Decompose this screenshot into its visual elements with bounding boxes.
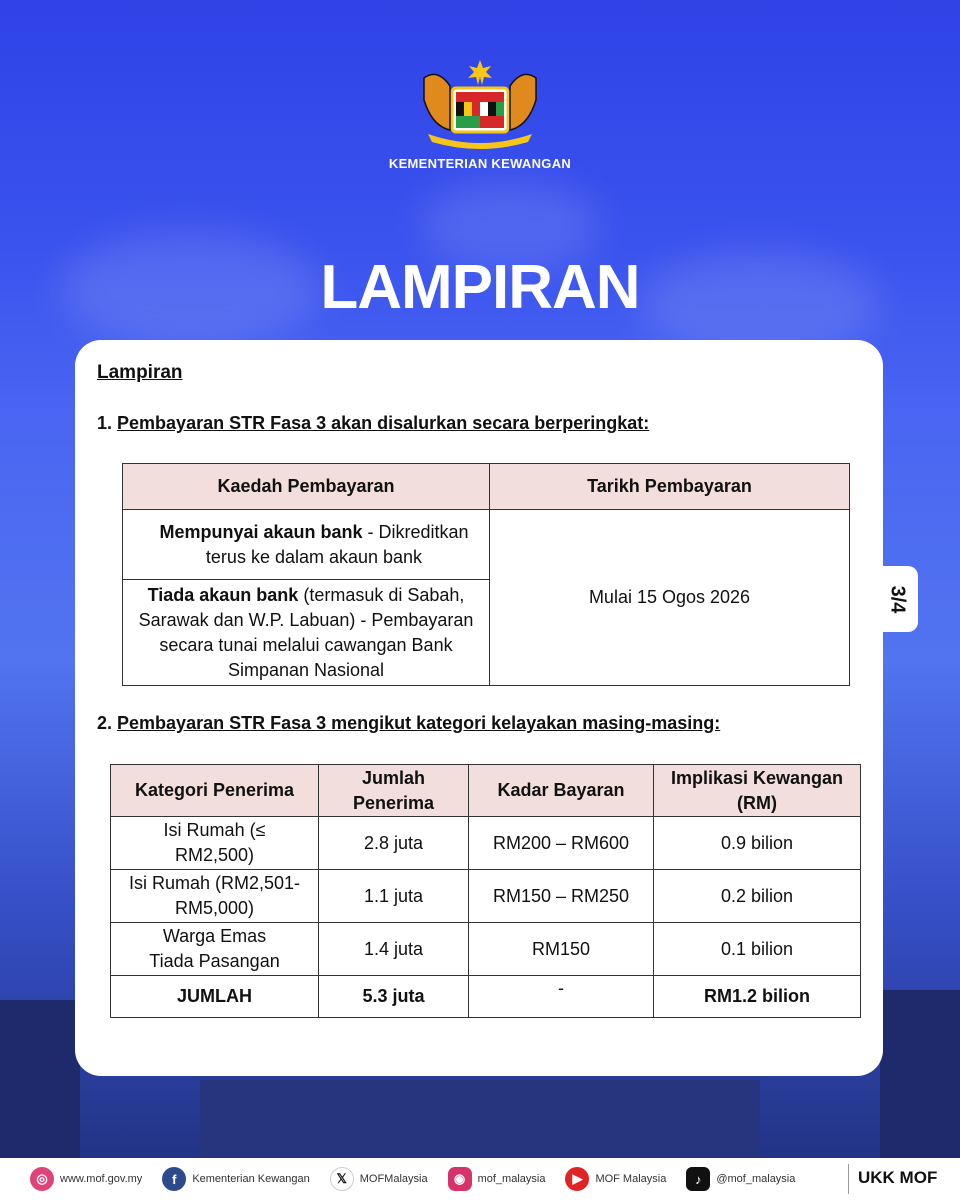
building-silhouette [0,1000,80,1160]
bold-label: Mempunyai akaun bank [159,521,363,542]
youtube-icon: ▶ [565,1167,589,1191]
footer-facebook-link[interactable] [162,1167,309,1191]
cell-text: - Dikreditkan terus ke dalam akaun bank [205,521,469,567]
ministry-name: KEMENTERIAN KEWANGAN [388,156,572,171]
table-cell: Isi Rumah (RM2,501-RM5,000) [111,870,319,923]
footer-label: @mof_malaysia [716,1173,796,1185]
table-cell: JUMLAH [111,976,319,1018]
card-heading: Lampiran [97,362,183,383]
footer-label: MOFMalaysia [359,1173,428,1185]
table-cell: - [469,976,654,1018]
table-row [111,923,861,976]
table-cell: 0.1 bilion [654,923,861,976]
footer-bar [0,1158,960,1200]
table-header: Kadar Bayaran [469,765,654,817]
globe-icon: ◎ [30,1167,54,1191]
table-cell [123,580,490,686]
table-header: Kaedah Pembayaran [123,464,490,510]
total-row [111,976,861,1018]
table-row [111,870,861,923]
table-cell [123,510,490,580]
footer-divider [848,1164,849,1194]
footer-tiktok-link[interactable] [686,1167,795,1191]
bold-label: Tiada akaun bank [147,584,299,605]
table-cell: RM150 [469,923,654,976]
ministry-logo [0,58,960,171]
table-cell: RM1.2 bilion [654,976,861,1018]
coat-of-arms-icon [410,58,550,150]
building-silhouette [200,1080,760,1160]
table-cell: 1.1 juta [319,870,469,923]
footer-brand: UKK MOF [858,1168,938,1187]
payment-date-cell: Mulai 15 Ogos 2026 [490,510,850,686]
payment-schedule-table [122,463,850,686]
instagram-icon: ◉ [448,1167,472,1191]
table-cell: RM200 – RM600 [469,817,654,870]
table-cell: Warga Emas Tiada Pasangan [111,923,319,976]
table-row [111,817,861,870]
section-title-text: Pembayaran STR Fasa 3 akan disalurkan secara berperingkat: [117,413,650,433]
footer-website-link[interactable] [30,1167,142,1191]
cell-text: (termasuk di Sabah, Sarawak dan W.P. Labuan) - Pembayaran secara tunai melalui cawangan Bank Simpanan Nasional [138,584,474,680]
section-2-title [97,713,720,734]
page-title: LAMPIRAN [320,253,640,322]
table-cell: 2.8 juta [319,817,469,870]
page-indicator: 3/4 [886,585,909,613]
tiktok-icon: ♪ [686,1167,710,1191]
content-card [75,340,883,1076]
table-cell: 5.3 juta [319,976,469,1018]
table-header: Implikasi Kewangan (RM) [654,765,861,817]
footer-x-link[interactable] [330,1167,428,1191]
x-icon: 𝕏 [330,1167,354,1191]
footer-instagram-link[interactable] [448,1167,546,1191]
building-silhouette [880,990,960,1160]
footer-label: Kementerian Kewangan [192,1173,310,1185]
table-row [123,510,850,580]
footer-label: mof_malaysia [477,1173,546,1185]
table-cell: RM150 – RM250 [469,870,654,923]
table-cell: 1.4 juta [319,923,469,976]
table-header: Kategori Penerima [111,765,319,817]
section-number: 2. [97,713,113,733]
table-header: Tarikh Pembayaran [490,464,850,510]
footer-label: MOF Malaysia [595,1173,667,1185]
facebook-icon: f [162,1167,186,1191]
footer-youtube-link[interactable] [565,1167,666,1191]
section-1-title [97,413,649,434]
section-title-text: Pembayaran STR Fasa 3 mengikut kategori kelayakan masing-masing: [117,713,721,733]
table-cell: 0.9 bilion [654,817,861,870]
footer-label: www.mof.gov.my [60,1173,143,1185]
table-header: Jumlah Penerima [319,765,469,817]
table-cell: 0.2 bilion [654,870,861,923]
section-number: 1. [97,413,113,433]
recipient-category-table [110,764,861,1018]
table-cell: Isi Rumah (≤ RM2,500) [111,817,319,870]
